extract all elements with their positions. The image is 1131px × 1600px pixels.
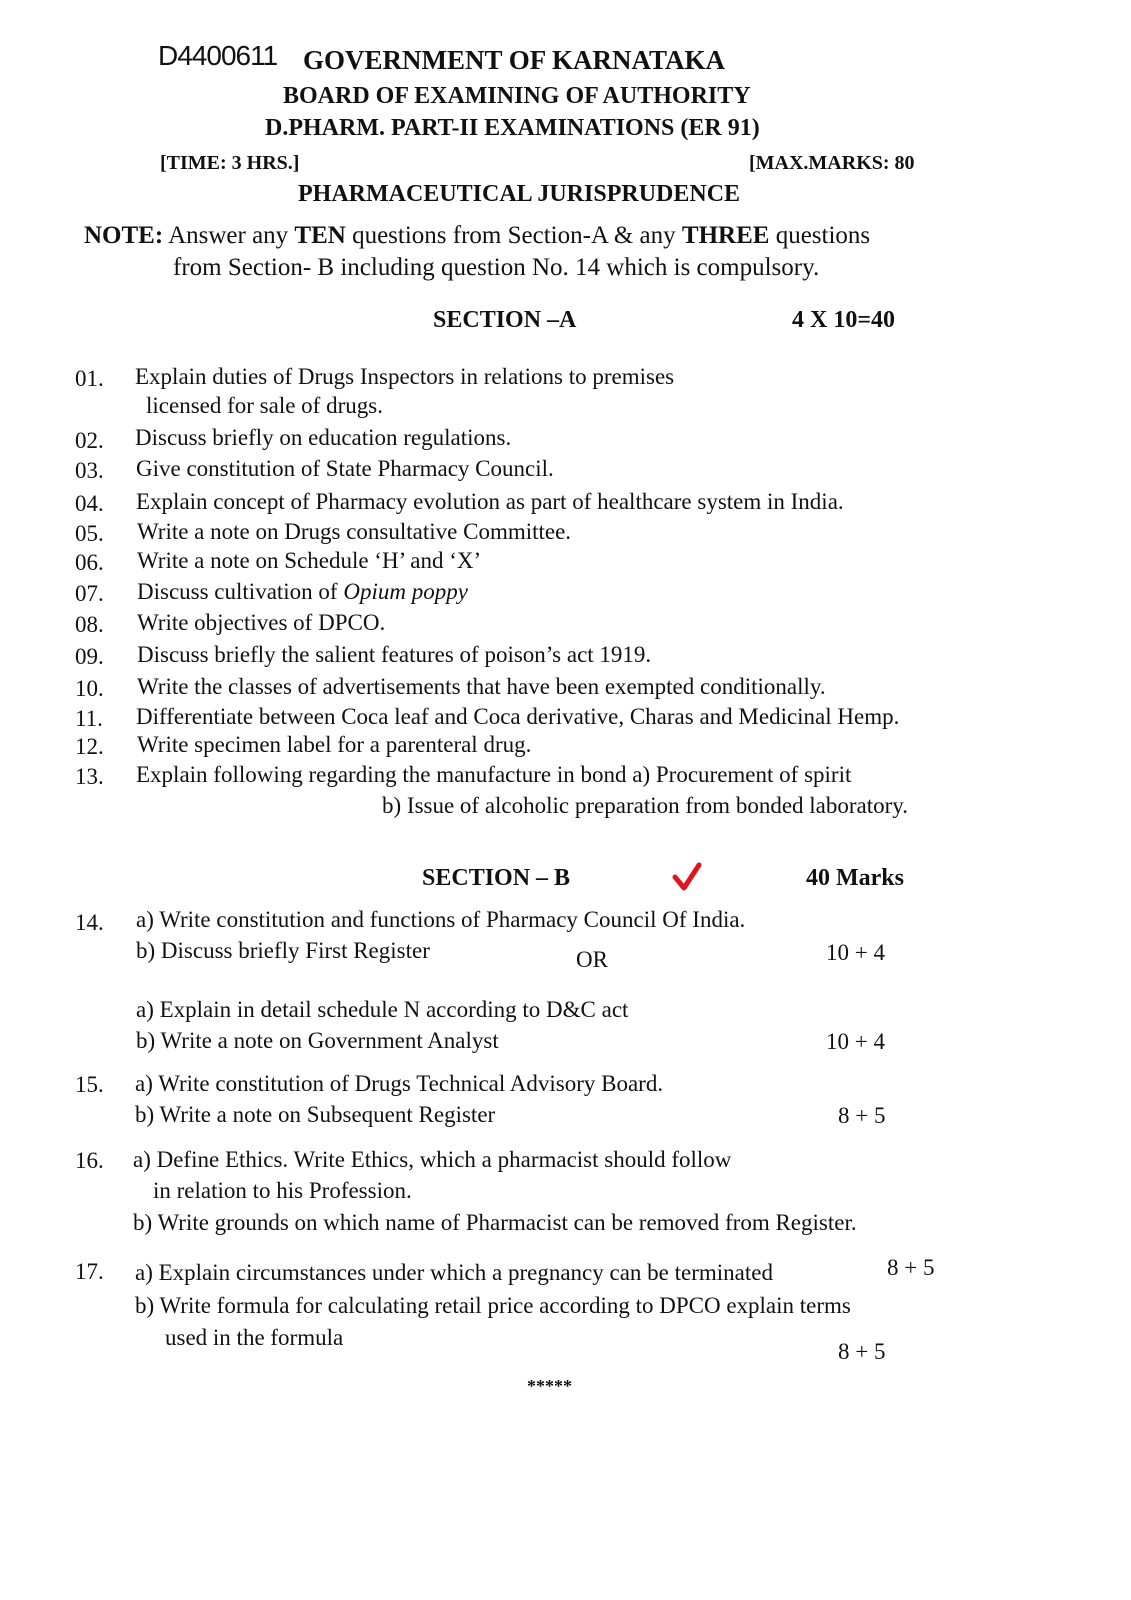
question-number: 07. <box>75 581 104 606</box>
question-text: Write specimen label for a parenteral drug. <box>137 732 532 757</box>
question-part: b) Discuss briefly First Register <box>136 938 430 963</box>
marks-split: 8 + 5 <box>838 1103 886 1128</box>
question-number: 09. <box>75 644 104 669</box>
question-text: Explain duties of Drugs Inspectors in relations to premises <box>135 364 675 389</box>
marks-split: 8 + 5 <box>838 1339 886 1364</box>
section-b-title: SECTION – B <box>422 865 571 891</box>
question-part-cont: in relation to his Profession. <box>153 1178 412 1203</box>
question-part: a) Explain circumstances under which a pregnancy can be terminated <box>135 1260 773 1285</box>
question-part: a) Write constitution of Drugs Technical Advisory Board. <box>135 1071 664 1096</box>
question-part-cont: used in the formula <box>165 1325 344 1350</box>
marks-split: 8 + 5 <box>887 1255 935 1280</box>
instructions-line-1 <box>84 222 870 250</box>
section-a-title: SECTION –A <box>433 307 577 333</box>
question-text <box>137 578 468 606</box>
question-number: 12. <box>75 734 104 759</box>
time-label: [TIME: 3 HRS.] <box>160 152 300 174</box>
question-number: 11. <box>75 706 103 731</box>
question-part: a) Write constitution and functions of Pharmacy Council Of India. <box>136 907 746 932</box>
question-number: 06. <box>75 550 104 575</box>
question-number: 13. <box>75 764 104 789</box>
question-text: Write the classes of advertisements that have been exempted conditionally. <box>137 674 826 699</box>
question-part: a) Define Ethics. Write Ethics, which a pharmacist should follow <box>133 1147 732 1172</box>
question-text: Write a note on Drugs consultative Committee. <box>137 519 572 544</box>
question-part: b) Write grounds on which name of Pharmacist can be removed from Register. <box>133 1210 857 1235</box>
question-number: 03. <box>75 458 104 483</box>
question-text: Write a note on Schedule ‘H’ and ‘X’ <box>137 548 482 573</box>
section-a-marks: 4 X 10=40 <box>792 307 896 333</box>
question-text: Explain concept of Pharmacy evolution as part of healthcare system in India. <box>136 489 844 514</box>
question-text-plain: Discuss cultivation of <box>137 579 338 604</box>
question-text-cont: b) Issue of alcoholic preparation from bonded laboratory. <box>382 793 909 818</box>
question-text: Give constitution of State Pharmacy Council. <box>136 456 554 481</box>
paper-code: D4400611 <box>158 40 278 71</box>
marks-split: 10 + 4 <box>826 1029 885 1054</box>
question-text: Differentiate between Coca leaf and Coca derivative, Charas and Medicinal Hemp. <box>136 704 900 729</box>
exam-heading: D.PHARM. PART-II EXAMINATIONS (ER 91) <box>265 115 760 141</box>
subject-heading: PHARMACEUTICAL JURISPRUDENCE <box>298 181 741 207</box>
question-number: 17. <box>75 1259 104 1284</box>
question-number: 14. <box>75 910 104 935</box>
board-heading: BOARD OF EXAMINING OF AUTHORITY <box>283 83 751 109</box>
note-ten: TEN <box>294 222 346 249</box>
question-number: 04. <box>75 491 104 516</box>
question-part: b) Write a note on Government Analyst <box>136 1028 499 1053</box>
marks-split: 10 + 4 <box>826 940 885 965</box>
question-part: a) Explain in detail schedule N according to D&C act <box>136 997 629 1022</box>
note-text: Answer any <box>168 222 289 249</box>
question-text-italic: Opium poppy <box>343 579 468 604</box>
note-text: questions <box>775 222 871 249</box>
government-heading: GOVERNMENT OF KARNATAKA <box>303 45 726 75</box>
note-label: NOTE: <box>84 222 164 249</box>
question-number: 10. <box>75 676 104 701</box>
max-marks-label: [MAX.MARKS: 80 <box>749 152 915 174</box>
note-text: questions from Section-A & any <box>352 222 676 249</box>
checkmark-icon <box>672 862 702 892</box>
question-text: Explain following regarding the manufacture in bond a) Procurement of spirit <box>136 762 852 787</box>
question-number: 16. <box>75 1148 104 1173</box>
instructions-line-2: from Section- B including question No. 14 which is compulsory. <box>173 254 820 281</box>
question-text-cont: licensed for sale of drugs. <box>146 393 383 418</box>
question-text: Write objectives of DPCO. <box>137 610 386 635</box>
or-label: OR <box>576 947 608 972</box>
end-marker: ***** <box>527 1376 572 1396</box>
section-b-marks: 40 Marks <box>806 865 904 891</box>
question-part: b) Write formula for calculating retail price according to DPCO explain terms <box>135 1293 851 1318</box>
question-part: b) Write a note on Subsequent Register <box>135 1102 496 1127</box>
question-number: 01. <box>75 366 104 391</box>
question-number: 15. <box>75 1072 104 1097</box>
question-number: 05. <box>75 521 104 546</box>
question-number: 08. <box>75 612 104 637</box>
question-number: 02. <box>75 428 104 453</box>
note-three: THREE <box>681 222 770 249</box>
question-text: Discuss briefly the salient features of poison’s act 1919. <box>137 642 652 667</box>
question-text: Discuss briefly on education regulations. <box>135 425 512 450</box>
